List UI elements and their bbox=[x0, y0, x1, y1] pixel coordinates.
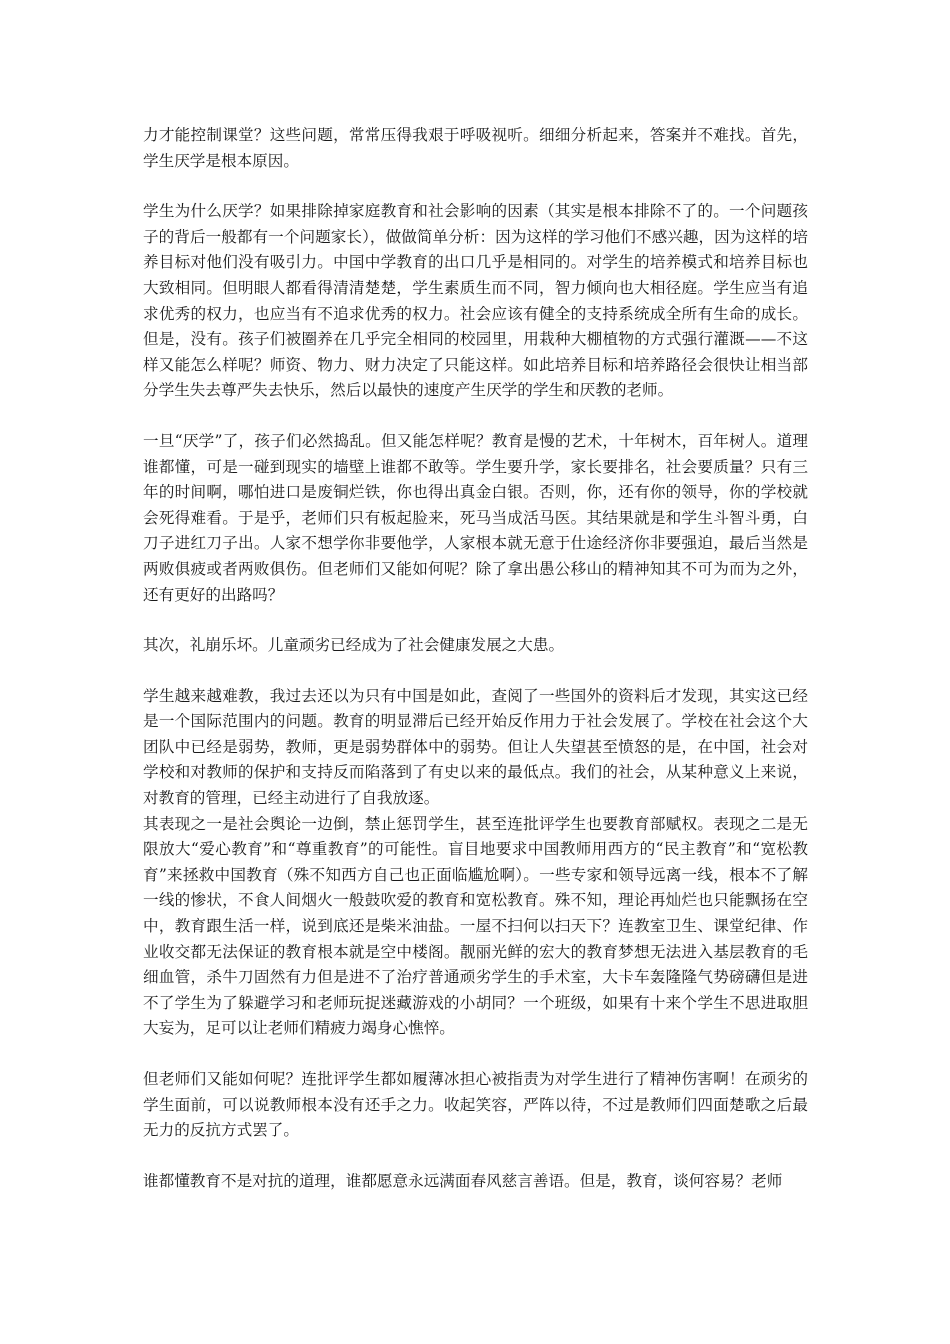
paragraph-4: 其次，礼崩乐坏。儿童顽劣已经成为了社会健康发展之大患。 bbox=[143, 636, 565, 655]
paragraph-2: 学生为什么厌学？如果排除掉家庭教育和社会影响的因素（其实是根本排除不了的。一个问题孩子的背后一般都有一个问题家长），做做简单分析：因为这样的学习他们不感兴趣，因为这样的培养目标对他们没有吸引力。中国中学教育的出口几乎是相同的。对学生的培养模式和培养目标也大致相同。但明眼人都看得清清楚楚，学生素质生而不同，智力倾向也大相径庭。学生应当有追求优秀的权力，也应当有不追求优秀的权力。社会应该有健全的支持系统成全所有生命的成长。但是，没有。孩子们被圈养在几乎完全相同的校园里，用栽种大棚植物的方式强行灌溉——不这样又能怎么样呢？师资、物力、财力决定了只能这样。如此培养目标和培养路径会很快让相当部分学生失去尊严失去快乐，然后以最快的速度产生厌学的学生和厌教的老师。 bbox=[143, 202, 808, 400]
paragraph-gap bbox=[143, 174, 808, 199]
paragraph-gap bbox=[143, 1042, 808, 1067]
paragraph-7: 但老师们又能如何呢？连批评学生都如履薄冰担心被指责为对学生进行了精神伤害啊！在顽劣的学生面前，可以说教师根本没有还手之力。收起笑容，严阵以待，不过是教师们四面楚歌之后最无力的反抗方式罢了。 bbox=[143, 1070, 808, 1140]
paragraph-gap bbox=[143, 404, 808, 429]
paragraph-8: 谁都懂教育不是对抗的道理，谁都愿意永远满面春风慈言善语。但是，教育，谈何容易？老师 bbox=[143, 1171, 783, 1190]
paragraph-1: 力才能控制课堂？这些问题，常常压得我艰于呼吸视听。细细分析起来，答案并不难找。首先，学生厌学是根本原因。 bbox=[143, 126, 808, 170]
paragraph-gap bbox=[143, 608, 808, 633]
paragraph-6: 其表现之一是社会舆论一边倒，禁止惩罚学生，甚至连批评学生也要教育部赋权。表现之二是无限放大“爱心教育”和“尊重教育”的可能性。盲目地要求中国教师用西方的“民主教育”和“宽松教育”来拯救中国教育（殊不知西方自己也正面临尴尬啊）。一些专家和领导远离一线，根本不了解一线的惨状，不食人间烟火一般鼓吹爱的教育和宽松教育。殊不知，理论再灿烂也只能飘扬在空中，教育跟生活一样，说到底还是柴米油盐。一屋不扫何以扫天下？连教室卫生、课堂纪律、作业收交都无法保证的教育根本就是空中楼阁。靓丽光鲜的宏大的教育梦想无法进入基层教育的毛细血管，杀牛刀固然有力但是进不了治疗普通顽劣学生的手术室，大卡车轰隆隆气势磅礴但是进不了学生为了躲避学习和老师玩捉迷藏游戏的小胡同？一个班级，如果有十来个学生不思进取胆大妄为，足可以让老师们精疲力竭身心憔悴。 bbox=[143, 814, 808, 1038]
paragraph-gap bbox=[143, 659, 808, 684]
document-body bbox=[143, 123, 808, 1194]
paragraph-gap bbox=[143, 1144, 808, 1169]
paragraph-3: 一旦“厌学”了，孩子们必然捣乱。但又能怎样呢？教育是慢的艺术，十年树木，百年树人。道理谁都懂，可是一碰到现实的墙壁上谁都不敢等。学生要升学，家长要排名，社会要质量？只有三年的时间啊，哪怕进口是废铜烂铁，你也得出真金白银。否则，你，还有你的领导，你的学校就会死得难看。于是乎，老师们只有板起脸来，死马当成活马医。其结果就是和学生斗智斗勇，白刀子进红刀子出。人家不想学你非要他学，人家根本就无意于仕途经济你非要强迫，最后当然是两败俱疲或者两败俱伤。但老师们又能如何呢？除了拿出愚公移山的精神知其不可为而为之外，还有更好的出路吗？ bbox=[143, 431, 808, 604]
paragraph-5: 学生越来越难教，我过去还以为只有中国是如此，查阅了一些国外的资料后才发现，其实这已经是一个国际范围内的问题。教育的明显滞后已经开始反作用力于社会发展了。学校在社会这个大团队中已经是弱势，教师，更是弱势群体中的弱势。但让人失望甚至愤怒的是，在中国，社会对学校和对教师的保护和支持反而陷落到了有史以来的最低点。我们的社会，从某种意义上来说，对教育的管理，已经主动进行了自我放逐。 bbox=[143, 686, 808, 808]
